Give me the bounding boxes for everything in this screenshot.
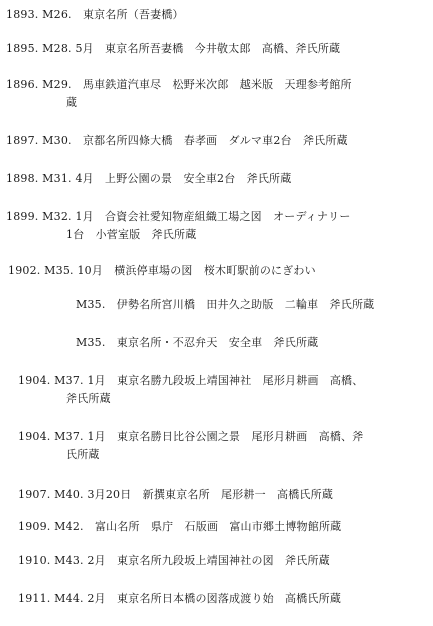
- entry-line: 1893. M26. 東京名所（吾妻橋）: [6, 8, 184, 21]
- entry-line: 1904. M37. 1月 東京名勝日比谷公園之景 尾形月耕画 高橋、斧: [18, 430, 364, 443]
- entry-continuation: 氏所蔵: [66, 448, 100, 461]
- entry-continuation: 蔵: [66, 96, 78, 109]
- entry-line: M35. 伊勢名所宮川橋 田井久之助版 二輪車 斧氏所蔵: [76, 298, 375, 311]
- entry-line: 1911. M44. 2月 東京名所日本橋の図落成渡り始 高橋氏所蔵: [18, 592, 342, 605]
- entry-line: 1896. M29. 馬車鉄道汽車尽 松野米次郎 越米版 天理参考館所: [6, 78, 352, 91]
- entry-line: 1898. M31. 4月 上野公園の景 安全車2台 斧氏所蔵: [6, 172, 292, 185]
- entry-line: 1910. M43. 2月 東京名所九段坂上靖国神社の図 斧氏所蔵: [18, 554, 330, 567]
- entry-line: 1899. M32. 1月 合資会社愛知物産組織工場之図 オーディナリー: [6, 210, 351, 223]
- entry-line: 1902. M35. 10月 横浜停車場の図 桜木町駅前のにぎわい: [8, 264, 316, 277]
- entry-continuation: 1台 小菅室版 斧氏所蔵: [66, 228, 197, 241]
- entry-line: 1895. M28. 5月 東京名所吾妻橋 今井敬太郎 高橋、斧氏所蔵: [6, 42, 341, 55]
- entry-line: 1907. M40. 3月20日 新撰東京名所 尾形耕一 高橋氏所蔵: [18, 488, 334, 501]
- entry-continuation: 斧氏所蔵: [66, 392, 111, 405]
- entry-line: 1909. M42. 富山名所 県庁 石版画 富山市郷土博物館所蔵: [18, 520, 342, 533]
- entry-line: M35. 東京名所・不忍弁天 安全車 斧氏所蔵: [76, 336, 319, 349]
- entry-line: 1897. M30. 京都名所四條大橋 春孝画 ダルマ車2台 斧氏所蔵: [6, 134, 348, 147]
- entry-line: 1904. M37. 1月 東京名勝九段坂上靖国神社 尾形月耕画 高橋、: [18, 374, 364, 387]
